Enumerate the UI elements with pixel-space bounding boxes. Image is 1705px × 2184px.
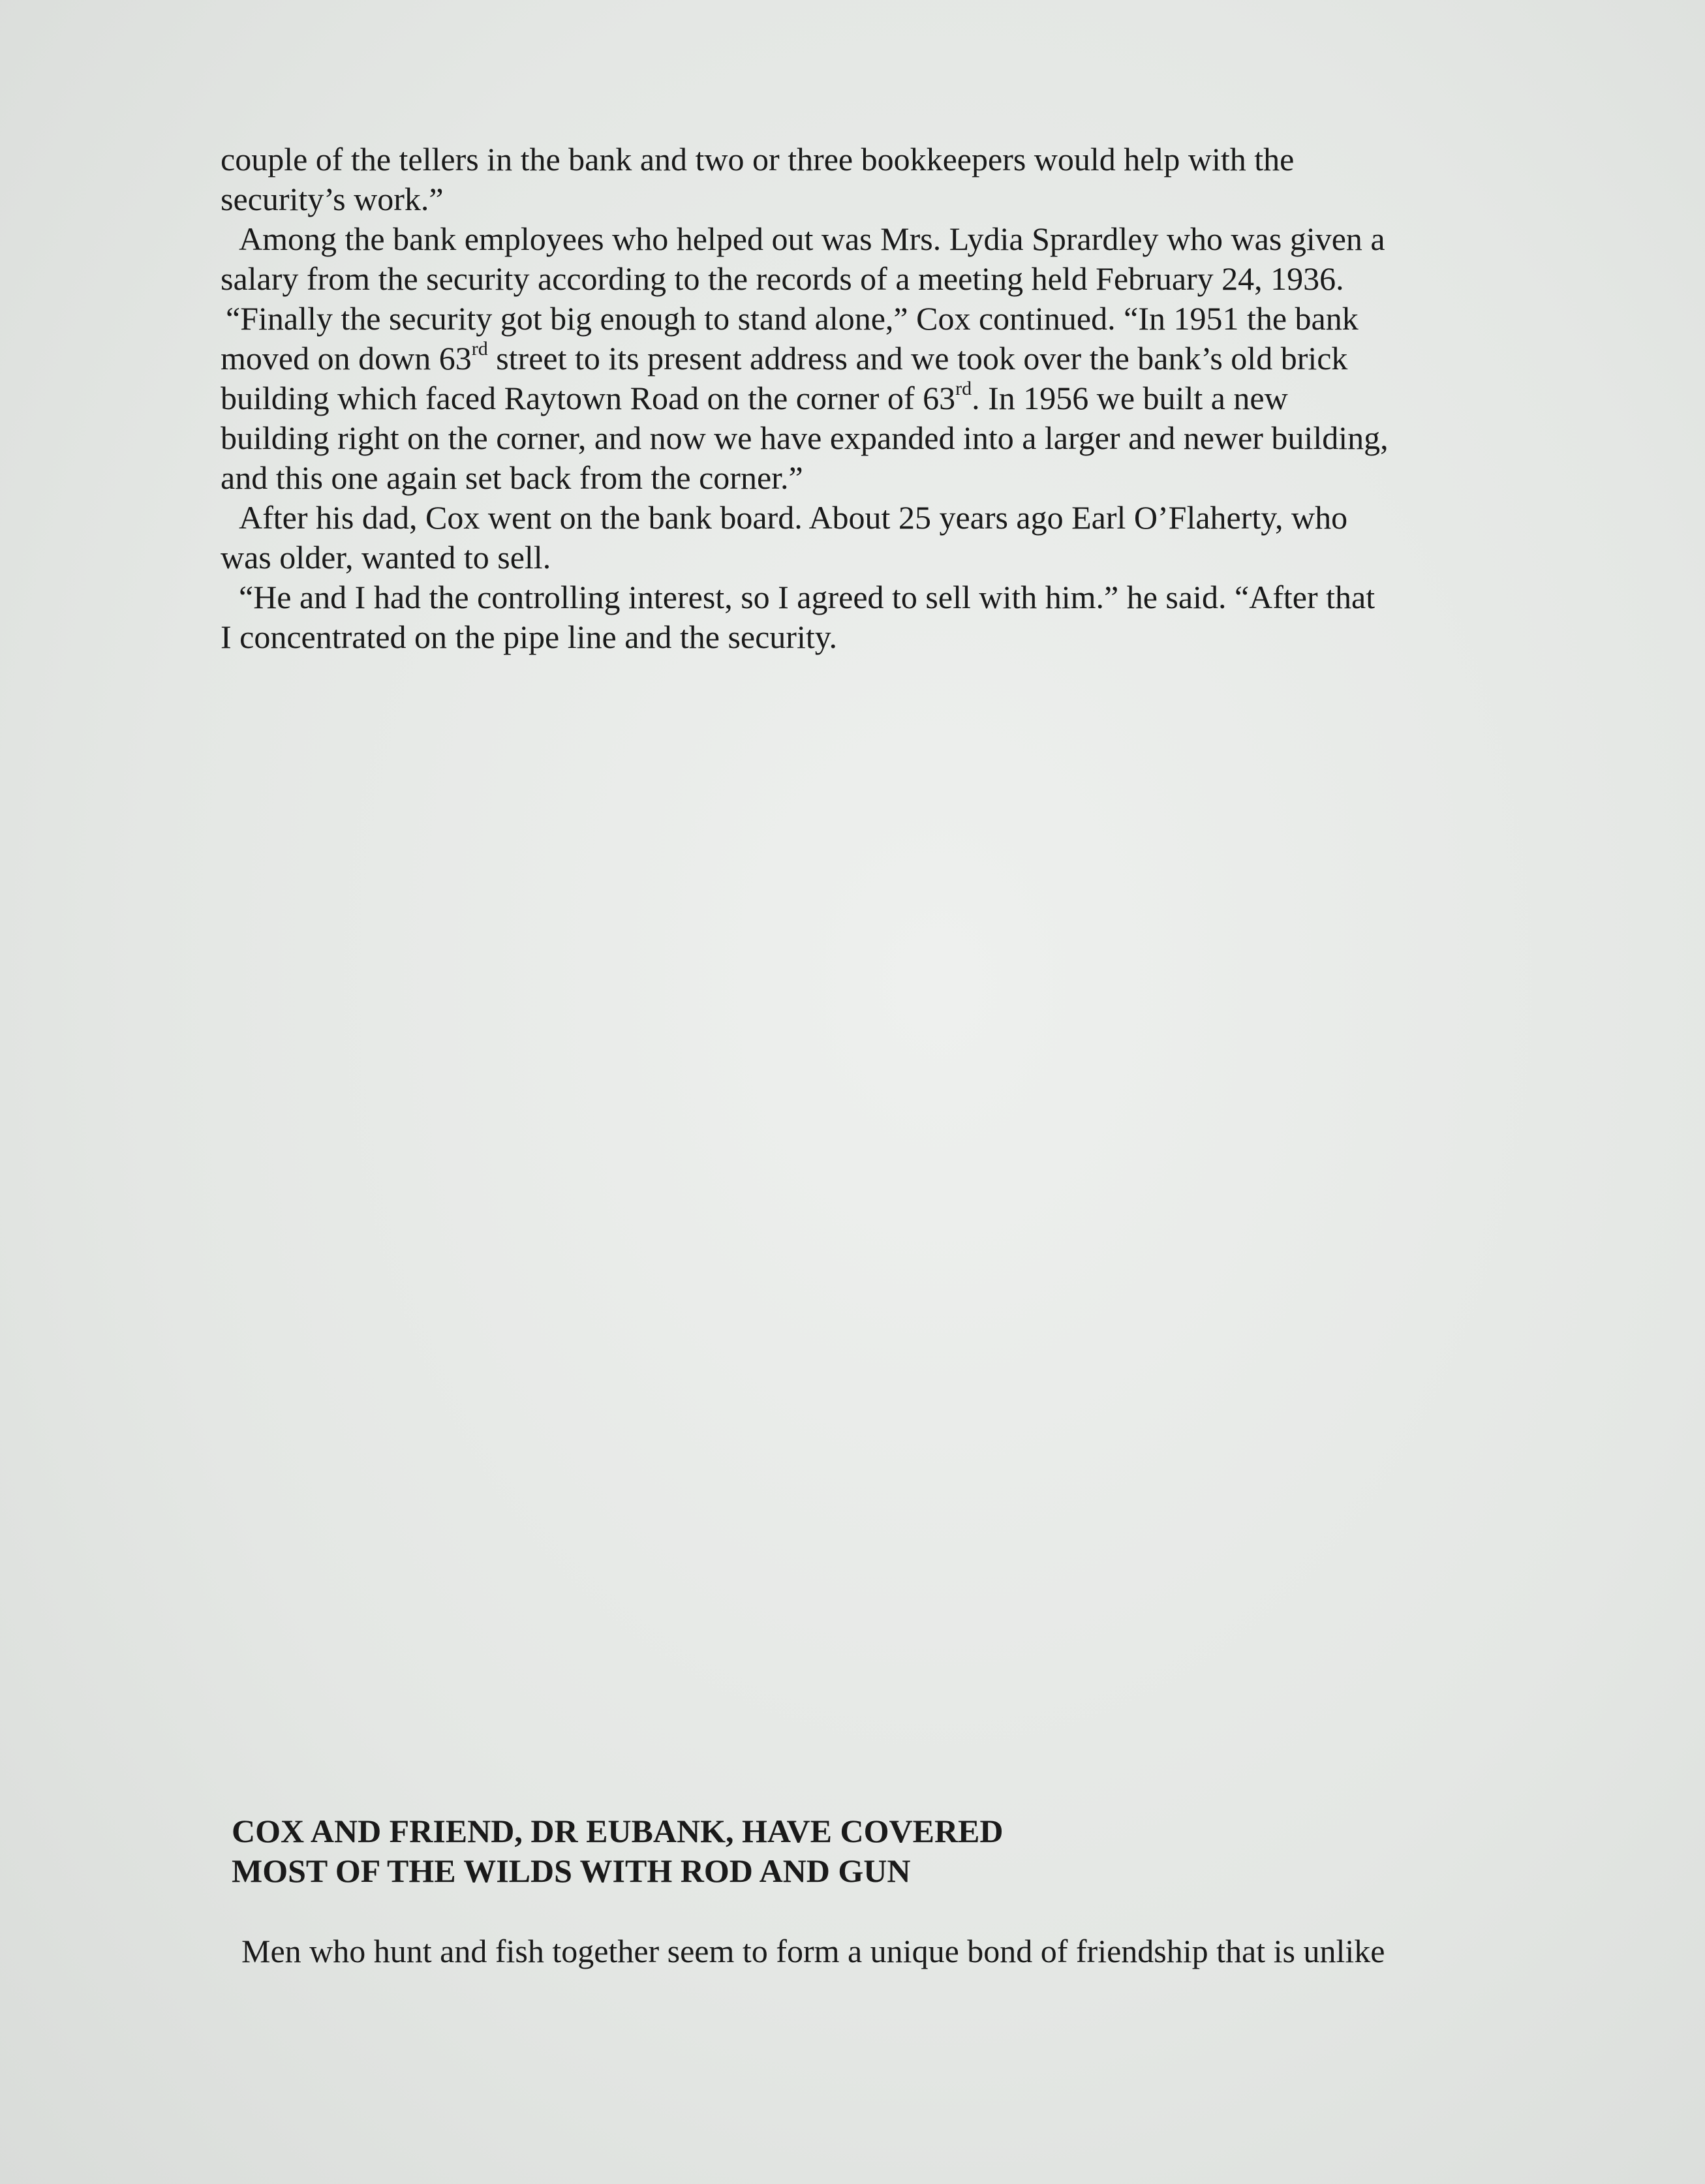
text-segment: moved on down 63 (221, 340, 472, 377)
text-segment: street to its present address and we took over the bank’s old brick (487, 340, 1348, 377)
text-line: “Finally the security got big enough to stand alone,” Cox continued. “In 1951 the bank (226, 300, 1359, 337)
article-body (221, 140, 1480, 657)
text-line (221, 339, 1480, 378)
text-line: couple of the tellers in the bank and two or three bookkeepers would help with the (221, 141, 1295, 177)
paragraph-4 (221, 498, 1480, 577)
text-segment: building which faced Raytown Road on the corner of 63 (221, 380, 956, 416)
text-line: salary from the security according to the records of a meeting held February 24, 1936. (221, 260, 1344, 297)
text-segment: . In 1956 we built a new (972, 380, 1288, 416)
text-line: and this one again set back from the corner.” (221, 459, 803, 496)
paragraph-3 (221, 299, 1480, 498)
paragraph-1 (221, 140, 1480, 219)
lead-paragraph: Men who hunt and fish together seem to form a unique bond of friendship that is unlike (241, 1933, 1385, 1969)
text-line (221, 378, 1480, 418)
superscript: rd (955, 378, 972, 399)
headline-line: COX AND FRIEND, DR EUBANK, HAVE COVERED (232, 1813, 1004, 1849)
text-line: After his dad, Cox went on the bank board. About 25 years ago Earl O’Flaherty, who (239, 499, 1348, 536)
paragraph-5 (221, 577, 1480, 657)
text-line: building right on the corner, and now we have expanded into a larger and newer building, (221, 420, 1389, 456)
text-line: security’s work.” (221, 181, 444, 217)
headline-line: MOST OF THE WILDS WITH ROD AND GUN (232, 1853, 911, 1889)
text-line: was older, wanted to sell. (221, 539, 551, 576)
section-headline (232, 1811, 1471, 1891)
paragraph-2 (221, 219, 1480, 299)
text-line: “He and I had the controlling interest, so I agreed to sell with him.” he said. “After that (239, 579, 1375, 615)
superscript: rd (471, 338, 488, 360)
text-line: I concentrated on the pipe line and the security. (221, 619, 837, 655)
text-line: Among the bank employees who helped out was Mrs. Lydia Sprardley who was given a (239, 221, 1385, 257)
